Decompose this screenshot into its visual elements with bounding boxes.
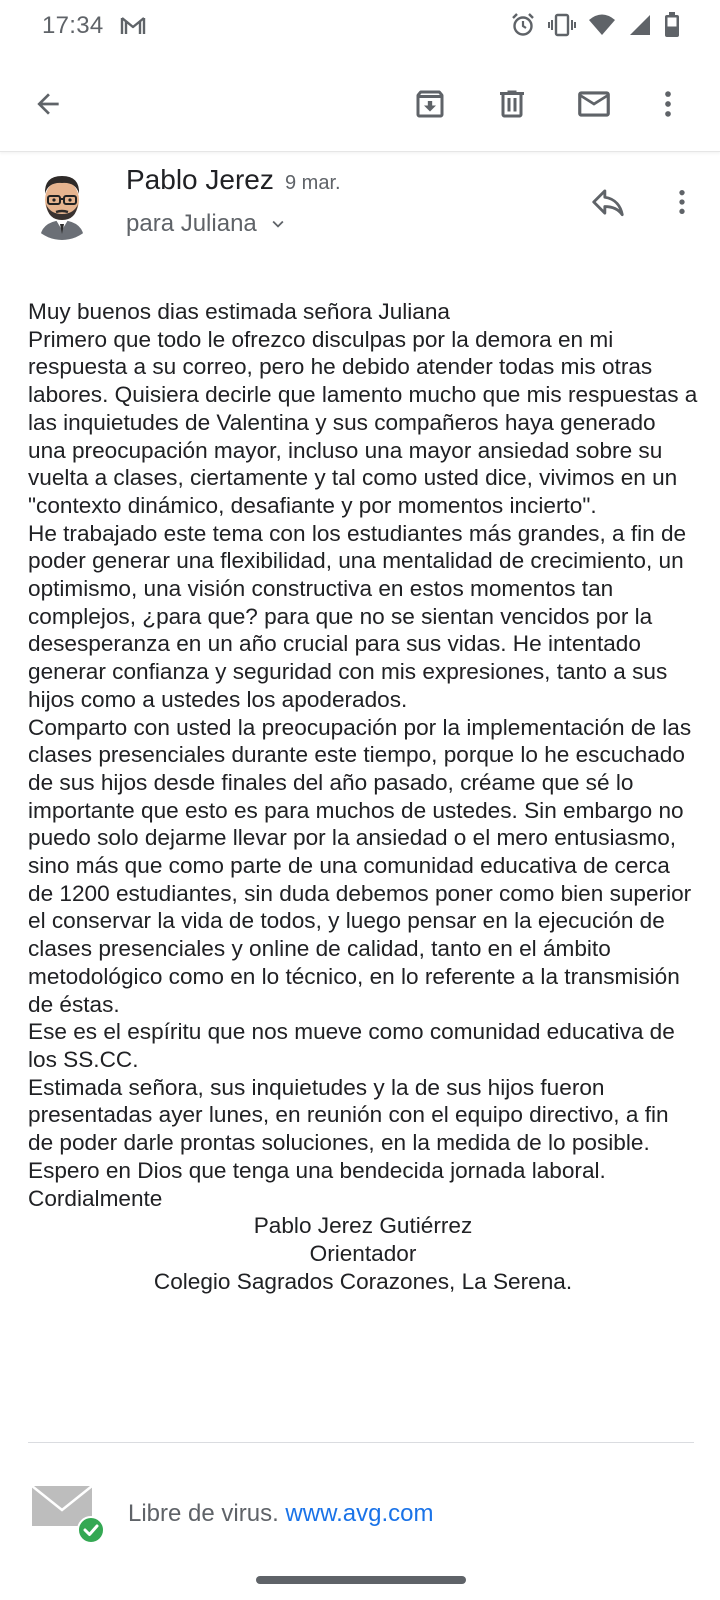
body-paragraph: Estimada señora, sus inquietudes y la de sus hijos fueron presentadas ayer lunes, en reunión con el equipo directivo, a fin de poder darle prontas soluciones, en la medida de lo posible. xyxy=(28,1074,669,1156)
virus-free-mail-icon xyxy=(30,1482,106,1544)
signature-organization: Colegio Sagrados Corazones, La Serena. xyxy=(153,1268,573,1294)
reply-button[interactable] xyxy=(584,178,632,226)
avg-link[interactable]: www.avg.com xyxy=(285,1500,434,1527)
more-options-button[interactable] xyxy=(644,80,692,128)
virus-notice xyxy=(30,1482,710,1552)
mark-unread-icon xyxy=(575,85,613,123)
wifi-icon xyxy=(588,13,616,37)
status-icons xyxy=(510,12,680,38)
reply-icon xyxy=(589,183,627,221)
message-header xyxy=(0,152,720,272)
body-paragraph: Ese es el espíritu que nos mueve como comunidad educativa de los SS.CC. xyxy=(28,1019,675,1072)
divider xyxy=(28,1442,694,1443)
virus-notice-text xyxy=(128,1500,433,1528)
status-bar xyxy=(0,0,720,56)
body-paragraph: Espero en Dios que tenga una bendecida jornada laboral. xyxy=(28,1157,606,1183)
body-paragraph: Muy buenos dias estimada señora Juliana xyxy=(28,299,451,324)
back-button[interactable] xyxy=(24,80,72,128)
gmail-icon xyxy=(120,16,146,36)
chevron-down-icon xyxy=(267,213,289,235)
delete-icon xyxy=(494,86,530,122)
navigation-handle[interactable] xyxy=(256,1576,466,1584)
message-more-button[interactable] xyxy=(658,178,706,226)
back-arrow-icon xyxy=(32,88,64,120)
alarm-icon xyxy=(510,12,536,38)
body-paragraph: Cordialmente xyxy=(28,1185,163,1211)
recipient-label: para Juliana xyxy=(126,210,257,237)
sender-name[interactable]: Pablo Jerez xyxy=(126,164,274,195)
more-vert-icon xyxy=(666,186,698,218)
delete-button[interactable] xyxy=(488,80,536,128)
body-paragraph: He trabajado este tema con los estudiantes más grandes, a fin de poder generar una flexibilidad, una mentalidad de crecimiento, un optimismo, una visión constructiva en estos momentos tan complejos, ¿para que? para que no se sientan vencidos por la desesperanza en un año crucial para sus vidas. He intentado generar confianza y seguridad con mis expresiones, tanto a sus hijos como a ustedes los apoderados. xyxy=(28,520,687,712)
recipient-details-toggle[interactable] xyxy=(126,210,289,238)
vibrate-icon xyxy=(548,12,576,38)
battery-icon xyxy=(664,12,680,38)
signature-role: Orientador xyxy=(309,1240,417,1266)
archive-icon xyxy=(412,86,448,122)
message-body xyxy=(28,298,698,1295)
avatar[interactable] xyxy=(26,168,98,240)
virus-notice-label: Libre de virus. xyxy=(128,1500,279,1527)
message-date: 9 mar. xyxy=(285,172,341,194)
more-vert-icon xyxy=(651,87,685,121)
body-paragraph: Comparto con usted la preocupación por la implementación de las clases presenciales durante este tiempo, porque lo he escuchado de sus hijos desde finales del año pasado, créame que sé lo importante que esto es para muchos de ustedes. Sin embargo no puedo solo dejarme llevar por la ansiedad o el mero entusiasmo, sino más que como parte de una comunidad educativa de cerca de 1200 estudiantes, sin duda debemos poner como bien superior el conservar la vida de todos, y luego pensar en la ejecución de clases presenciales y online de calidad, tanto en el ámbito metodológico como en lo técnico, en lo referente a la transmisión de éstas. xyxy=(28,714,692,1017)
archive-button[interactable] xyxy=(406,80,454,128)
mark-unread-button[interactable] xyxy=(570,80,618,128)
signature-name: Pablo Jerez Gutiérrez xyxy=(253,1213,473,1239)
signal-icon xyxy=(628,13,652,37)
body-paragraph: Primero que todo le ofrezco disculpas por la demora en mi respuesta a su correo, pero he debido atender todas mis otras labores. Quisiera decirle que lamento mucho que mis respuestas a las inquietudes de Valentina y sus compañeros haya generado una preocupación mayor, incluso una mayor ansiedad sobre su vuelta a clases, ciertamente y tal como usted dice, vivimos en un "contexto dinámico, desafiante y por momentos incierto". xyxy=(28,326,698,518)
status-time: 17:34 xyxy=(42,12,104,39)
toolbar xyxy=(0,56,720,152)
